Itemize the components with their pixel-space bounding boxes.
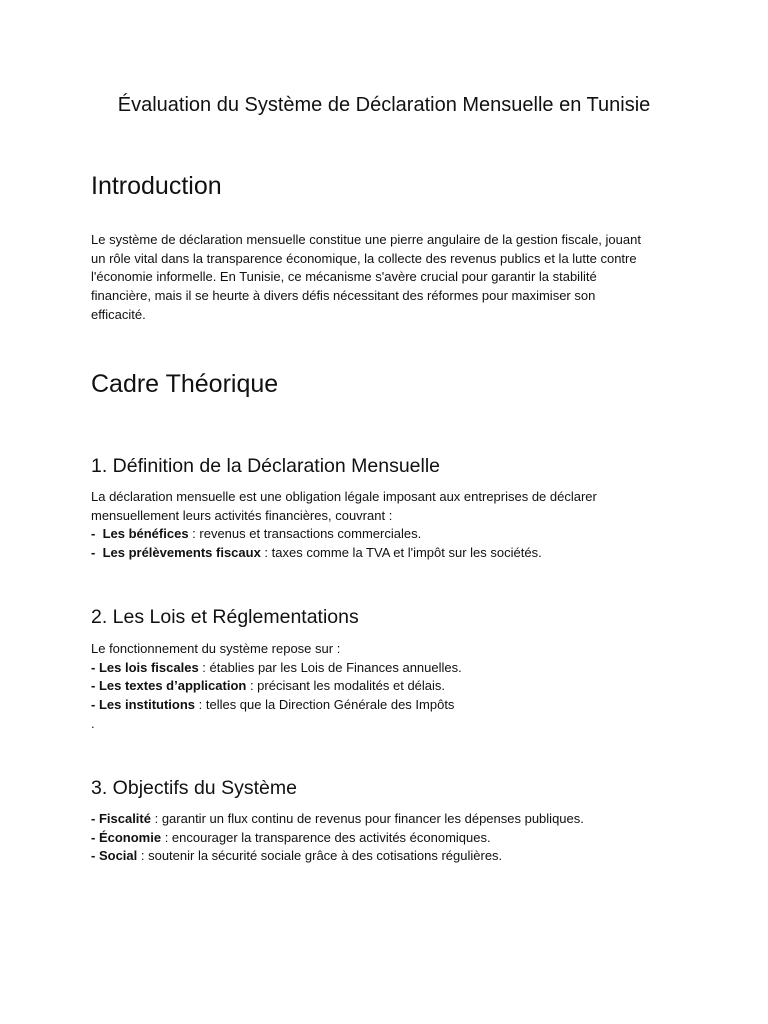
list-item-term: Les institutions: [98, 697, 196, 713]
list-item-desc: : précisant les modalités et délais.: [246, 678, 446, 694]
list-item-prefix: -: [91, 829, 99, 845]
paragraph-line: Le système de déclaration mensuelle constitue une pierre angulaire de la gestion fiscale, jouant: [91, 232, 641, 247]
list-item-prefix: -: [91, 811, 99, 826]
section3-heading: 3. Objectifs du Système: [91, 777, 297, 799]
list-item-prefix: -: [91, 848, 99, 864]
list-item-term: Les lois fiscales: [98, 659, 199, 675]
list-item-prefix: -: [91, 526, 103, 542]
list-item: [91, 659, 691, 678]
trailing-period: .: [91, 715, 95, 731]
list-item-term: Les textes d’application: [98, 678, 247, 694]
list-item-term: Les bénéfices: [102, 526, 189, 542]
document-title: Évaluation du Système de Déclaration Mensuelle en Tunisie: [117, 94, 651, 116]
introduction-paragraph: [91, 231, 691, 325]
introduction-heading: Introduction: [91, 172, 222, 200]
paragraph-line: l'économie informelle. En Tunisie, ce mécanisme s'avère crucial pour garantir la stabilité: [91, 269, 597, 285]
paragraph-line: Le fonctionnement du système repose sur :: [91, 641, 341, 656]
list-item-desc: : revenus et transactions commerciales.: [188, 526, 422, 542]
section2-heading: 2. Les Lois et Réglementations: [91, 606, 359, 628]
list-item-prefix: -: [91, 659, 99, 675]
list-item: [91, 677, 691, 696]
list-item-term: Économie: [98, 829, 162, 845]
section2-body: [91, 640, 691, 734]
cadre-theorique-heading: Cadre Théorique: [91, 370, 279, 398]
list-item-desc: : soutenir la sécurité sociale grâce à des cotisations régulières.: [137, 848, 503, 864]
list-item-term: Les prélèvements fiscaux: [102, 545, 261, 561]
list-item: [91, 847, 691, 866]
paragraph-line: financière, mais il se heurte à divers défis nécessitant des réformes pour maximiser son: [91, 288, 596, 304]
list-item: [91, 525, 691, 544]
section1-body: [91, 488, 691, 563]
list-item: [91, 829, 691, 848]
list-item-desc: : encourager la transparence des activités économiques.: [161, 829, 491, 845]
paragraph-line: un rôle vital dans la transparence économique, la collecte des revenus publics et la lutte contre: [91, 250, 637, 266]
list-item-prefix: -: [91, 545, 103, 561]
list-item-desc: : telles que la Direction Générale des Impôts: [195, 697, 455, 713]
list-item-desc: : établies par les Lois de Finances annuelles.: [198, 659, 462, 675]
paragraph-line: mensuellement leurs activités financières, couvrant :: [91, 507, 393, 523]
section1-heading: 1. Définition de la Déclaration Mensuelle: [91, 455, 441, 477]
list-item-desc: : taxes comme la TVA et l'impôt sur les sociétés.: [260, 545, 542, 561]
list-item-term: Social: [98, 848, 138, 864]
list-item: [91, 696, 691, 715]
list-item-term: Fiscalité: [98, 811, 151, 826]
paragraph-line: La déclaration mensuelle est une obligation légale imposant aux entreprises de déclarer: [91, 489, 597, 504]
paragraph-line: efficacité.: [91, 306, 146, 322]
list-item: [91, 810, 691, 829]
list-item: [91, 544, 691, 563]
section3-body: [91, 810, 691, 866]
list-item-desc: : garantir un flux continu de revenus pour financer les dépenses publiques.: [150, 811, 584, 826]
list-item-prefix: -: [91, 678, 99, 694]
list-item-prefix: -: [91, 697, 99, 713]
